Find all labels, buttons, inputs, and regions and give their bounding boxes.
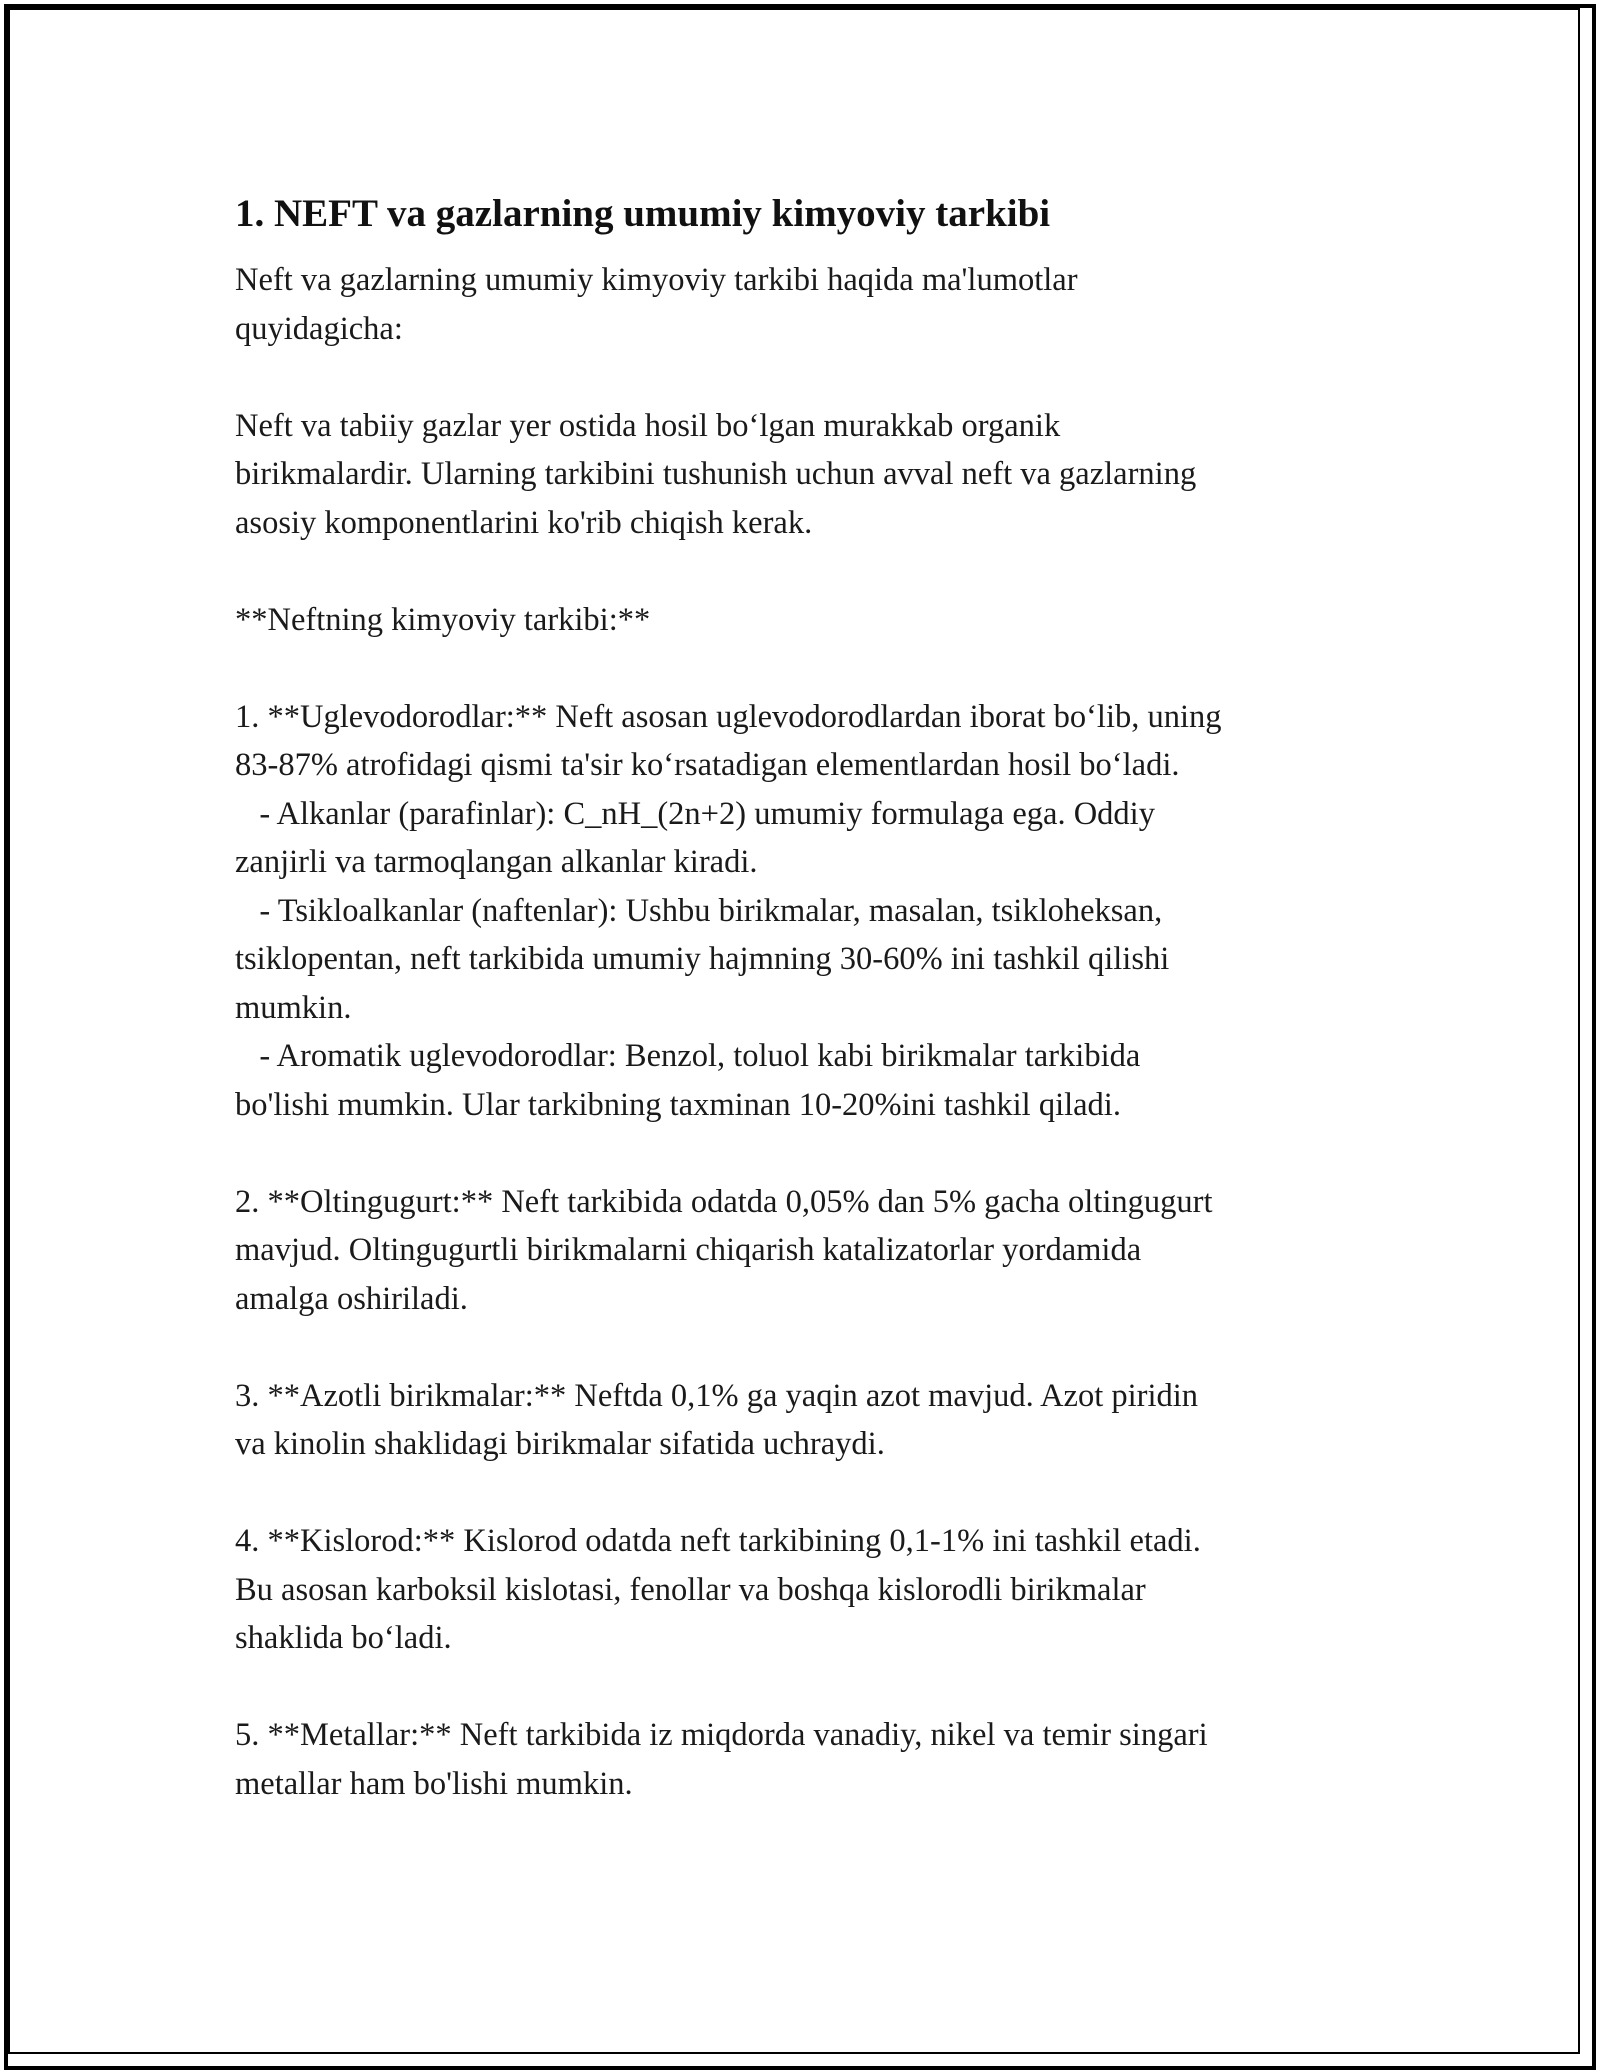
paragraph bbox=[235, 256, 1365, 353]
text-line: mumkin. bbox=[235, 989, 352, 1026]
paragraph bbox=[235, 1517, 1365, 1663]
text-line: Neft va tabiiy gazlar yer ostida hosil bo‘lgan murakkab organik bbox=[235, 407, 1061, 444]
text-line: 4. **Kislorod:** Kislorod odatda neft tarkibining 0,1-1% ini tashkil etadi. bbox=[235, 1523, 1201, 1559]
text-line: 2. **Oltingugurt:** Neft tarkibida odatda 0,05% dan 5% gacha oltingugurt bbox=[235, 1183, 1213, 1220]
paragraph bbox=[235, 596, 1365, 645]
paragraph bbox=[235, 1711, 1365, 1808]
text-line: shaklida bo‘ladi. bbox=[235, 1620, 452, 1656]
text-line: quyidagicha: bbox=[235, 310, 403, 347]
document-body bbox=[235, 188, 1365, 1857]
text-line: Bu asosan karboksil kislotasi, fenollar va boshqa kislorodli birikmalar bbox=[235, 1571, 1146, 1608]
text-line: mavjud. Oltingugurtli birikmalarni chiqarish katalizatorlar yordamida bbox=[235, 1232, 1142, 1268]
text-line: Neft va gazlarning umumiy kimyoviy tarkibi haqida ma'lumotlar bbox=[235, 262, 1078, 298]
text-line: 5. **Metallar:** Neft tarkibida iz miqdorda vanadiy, nikel va temir singari bbox=[235, 1717, 1208, 1753]
document-title: 1. NEFT va gazlarning umumiy kimyoviy tarkibi bbox=[235, 192, 1051, 235]
text-line: tsiklopentan, neft tarkibida umumiy hajmning 30-60% ini tashkil qilishi bbox=[235, 941, 1170, 977]
text-line: metallar ham bo'lishi mumkin. bbox=[235, 1765, 633, 1802]
text-line: zanjirli va tarmoqlangan alkanlar kiradi. bbox=[235, 844, 758, 880]
paragraph bbox=[235, 1372, 1365, 1469]
paragraph bbox=[235, 693, 1365, 1130]
text-line: birikmalardir. Ularning tarkibini tushunish uchun avval neft va gazlarning bbox=[235, 456, 1197, 492]
paragraph-list bbox=[235, 256, 1365, 1808]
text-line: bo'lishi mumkin. Ular tarkibning taxminan 10-20%ini tashkil qiladi. bbox=[235, 1086, 1121, 1123]
text-line: **Neftning kimyoviy tarkibi:** bbox=[235, 601, 651, 638]
text-line: 1. **Uglevodorodlar:** Neft asosan uglevodorodlardan iborat bo‘lib, uning bbox=[235, 698, 1222, 735]
text-line: 83-87% atrofidagi qismi ta'sir ko‘rsatadigan elementlardan hosil bo‘ladi. bbox=[235, 747, 1180, 783]
text-line: - Tsikloalkanlar (naftenlar): Ushbu birikmalar, masalan, tsikloheksan, bbox=[235, 892, 1163, 929]
paragraph bbox=[235, 1178, 1365, 1324]
text-line: - Alkanlar (parafinlar): C_nH_(2n+2) umumiy formulaga ega. Oddiy bbox=[235, 795, 1155, 832]
text-line: 3. **Azotli birikmalar:** Neftda 0,1% ga yaqin azot mavjud. Azot piridin bbox=[235, 1377, 1199, 1414]
paragraph bbox=[235, 402, 1365, 548]
text-line: amalga oshiriladi. bbox=[235, 1280, 468, 1317]
text-line: asosiy komponentlarini ko'rib chiqish kerak. bbox=[235, 504, 813, 541]
text-line: va kinolin shaklidagi birikmalar sifatida uchraydi. bbox=[235, 1426, 885, 1462]
text-line: - Aromatik uglevodorodlar: Benzol, toluol kabi birikmalar tarkibida bbox=[235, 1038, 1141, 1074]
